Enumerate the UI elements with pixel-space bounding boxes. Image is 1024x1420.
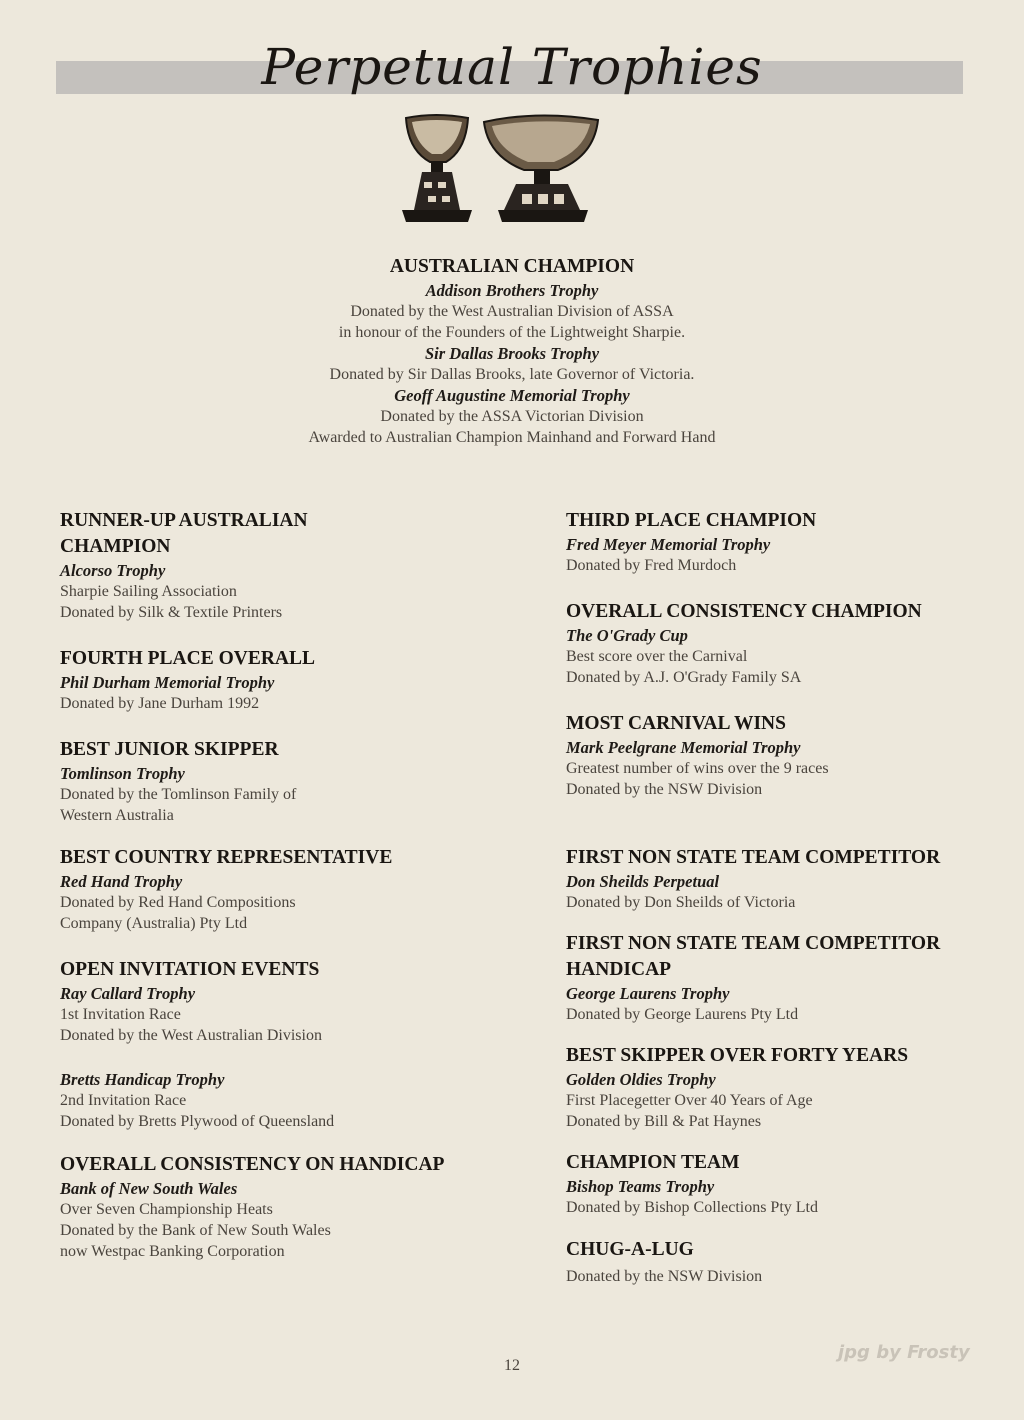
description-line: Donated by Bill & Pat Haynes [566,1113,762,1130]
award-entry [60,1069,490,1132]
description-line: Donated by the Tomlinson Family of [60,786,297,803]
award-entry [60,737,490,826]
trophy-name: Golden Oldies Trophy [566,1070,716,1089]
description-line: Donated by the NSW Division [566,1268,763,1285]
section-heading: AUSTRALIAN CHAMPION [389,256,635,277]
award-entry [566,931,966,1025]
description-line: Best score over the Carnival [566,648,748,665]
section-heading: FOURTH PLACE OVERALL [60,648,316,669]
description-line: Greatest number of wins over the 9 races [566,760,829,777]
section-heading: HANDICAP [566,959,672,980]
description-line: Donated by A.J. O'Grady Family SA [566,669,802,686]
award-entry [60,646,490,714]
description-line: 2nd Invitation Race [60,1092,187,1109]
trophy-name: Red Hand Trophy [60,872,183,891]
description-line: Donated by the West Australian Division [60,1027,322,1044]
description-line: Donated by the ASSA Victorian Division [380,408,644,425]
section-heading: BEST COUNTRY REPRESENTATIVE [60,847,393,868]
description-line: Donated by Red Hand Compositions [60,894,296,911]
award-entry [566,1150,966,1218]
description-line: now Westpac Banking Corporation [60,1243,285,1260]
trophy-name: Alcorso Trophy [60,561,166,580]
award-entry [60,1152,490,1262]
description-line: Donated by Don Sheilds of Victoria [566,894,796,911]
description-line: Donated by Fred Murdoch [566,557,737,574]
section-heading: FIRST NON STATE TEAM COMPETITOR [566,847,941,868]
trophy-name: Don Sheilds Perpetual [566,872,720,891]
trophy-name: Bishop Teams Trophy [566,1177,715,1196]
trophy-name: George Laurens Trophy [566,984,730,1003]
description-line: Donated by George Laurens Pty Ltd [566,1006,799,1023]
trophy-name: Fred Meyer Memorial Trophy [566,535,771,554]
description-line: 1st Invitation Race [60,1006,181,1023]
description-line: Company (Australia) Pty Ltd [60,915,248,932]
award-entry [60,845,490,934]
award-entry [60,508,490,623]
section-heading: BEST JUNIOR SKIPPER [60,739,279,760]
description-line: Western Australia [60,807,174,824]
award-entry [566,599,966,688]
trophy-name: Phil Durham Memorial Trophy [60,673,275,692]
section-heading: BEST SKIPPER OVER FORTY YEARS [566,1045,909,1066]
trophy-name: Bank of New South Wales [60,1179,238,1198]
description-line: Donated by Bretts Plywood of Queensland [60,1113,335,1130]
description-line: Donated by the West Australian Division of ASSA [350,303,674,320]
award-entry [566,711,966,800]
section-heading: THIRD PLACE CHAMPION [566,510,817,531]
section-heading: OPEN INVITATION EVENTS [60,959,320,980]
award-entry [566,1043,966,1132]
description-line: Donated by Sir Dallas Brooks, late Governor of Victoria. [329,366,695,383]
description-line: Over Seven Championship Heats [60,1201,273,1218]
award-entry [566,1237,966,1287]
trophy-name: Bretts Handicap Trophy [60,1070,225,1089]
trophy-cups-icon [398,110,608,230]
trophy-name: Tomlinson Trophy [60,764,185,783]
section-heading: CHAMPION TEAM [566,1152,740,1173]
page-title: Perpetual Trophies [261,38,763,96]
section-heading: MOST CARNIVAL WINS [566,713,786,734]
description-line: Donated by the Bank of New South Wales [60,1222,331,1239]
award-entry [60,957,490,1046]
description-line: Donated by Bishop Collections Pty Ltd [566,1199,818,1216]
section-heading: FIRST NON STATE TEAM COMPETITOR [566,933,941,954]
section-heading: RUNNER-UP AUSTRALIAN [60,510,308,531]
section-heading: CHUG-A-LUG [566,1239,694,1260]
description-line: Donated by Silk & Textile Printers [60,604,283,621]
australian-champion-section [0,254,1024,448]
description-line: Sharpie Sailing Association [60,583,237,600]
trophy-name: Mark Peelgrane Memorial Trophy [566,738,801,757]
trophy-name: Addison Brothers Trophy [425,281,599,300]
description-line: First Placegetter Over 40 Years of Age [566,1092,813,1109]
page-number: 12 [504,1357,520,1374]
description-line: in honour of the Founders of the Lightweight Sharpie. [338,324,686,341]
section-heading: OVERALL CONSISTENCY CHAMPION [566,601,922,622]
description-line: Awarded to Australian Champion Mainhand and Forward Hand [308,429,716,446]
trophy-name: Ray Callard Trophy [60,984,196,1003]
description-line: Donated by the NSW Division [566,781,763,798]
trophy-name: The O'Grady Cup [566,626,688,645]
section-heading: OVERALL CONSISTENCY ON HANDICAP [60,1154,445,1175]
trophy-name: Sir Dallas Brooks Trophy [424,344,600,363]
award-entry [566,845,966,913]
description-line: Donated by Jane Durham 1992 [60,695,260,712]
trophy-name: Geoff Augustine Memorial Trophy [394,386,630,405]
image-credit: jpg by Frosty [838,1342,970,1363]
section-heading: CHAMPION [60,536,171,557]
award-entry [566,508,966,576]
